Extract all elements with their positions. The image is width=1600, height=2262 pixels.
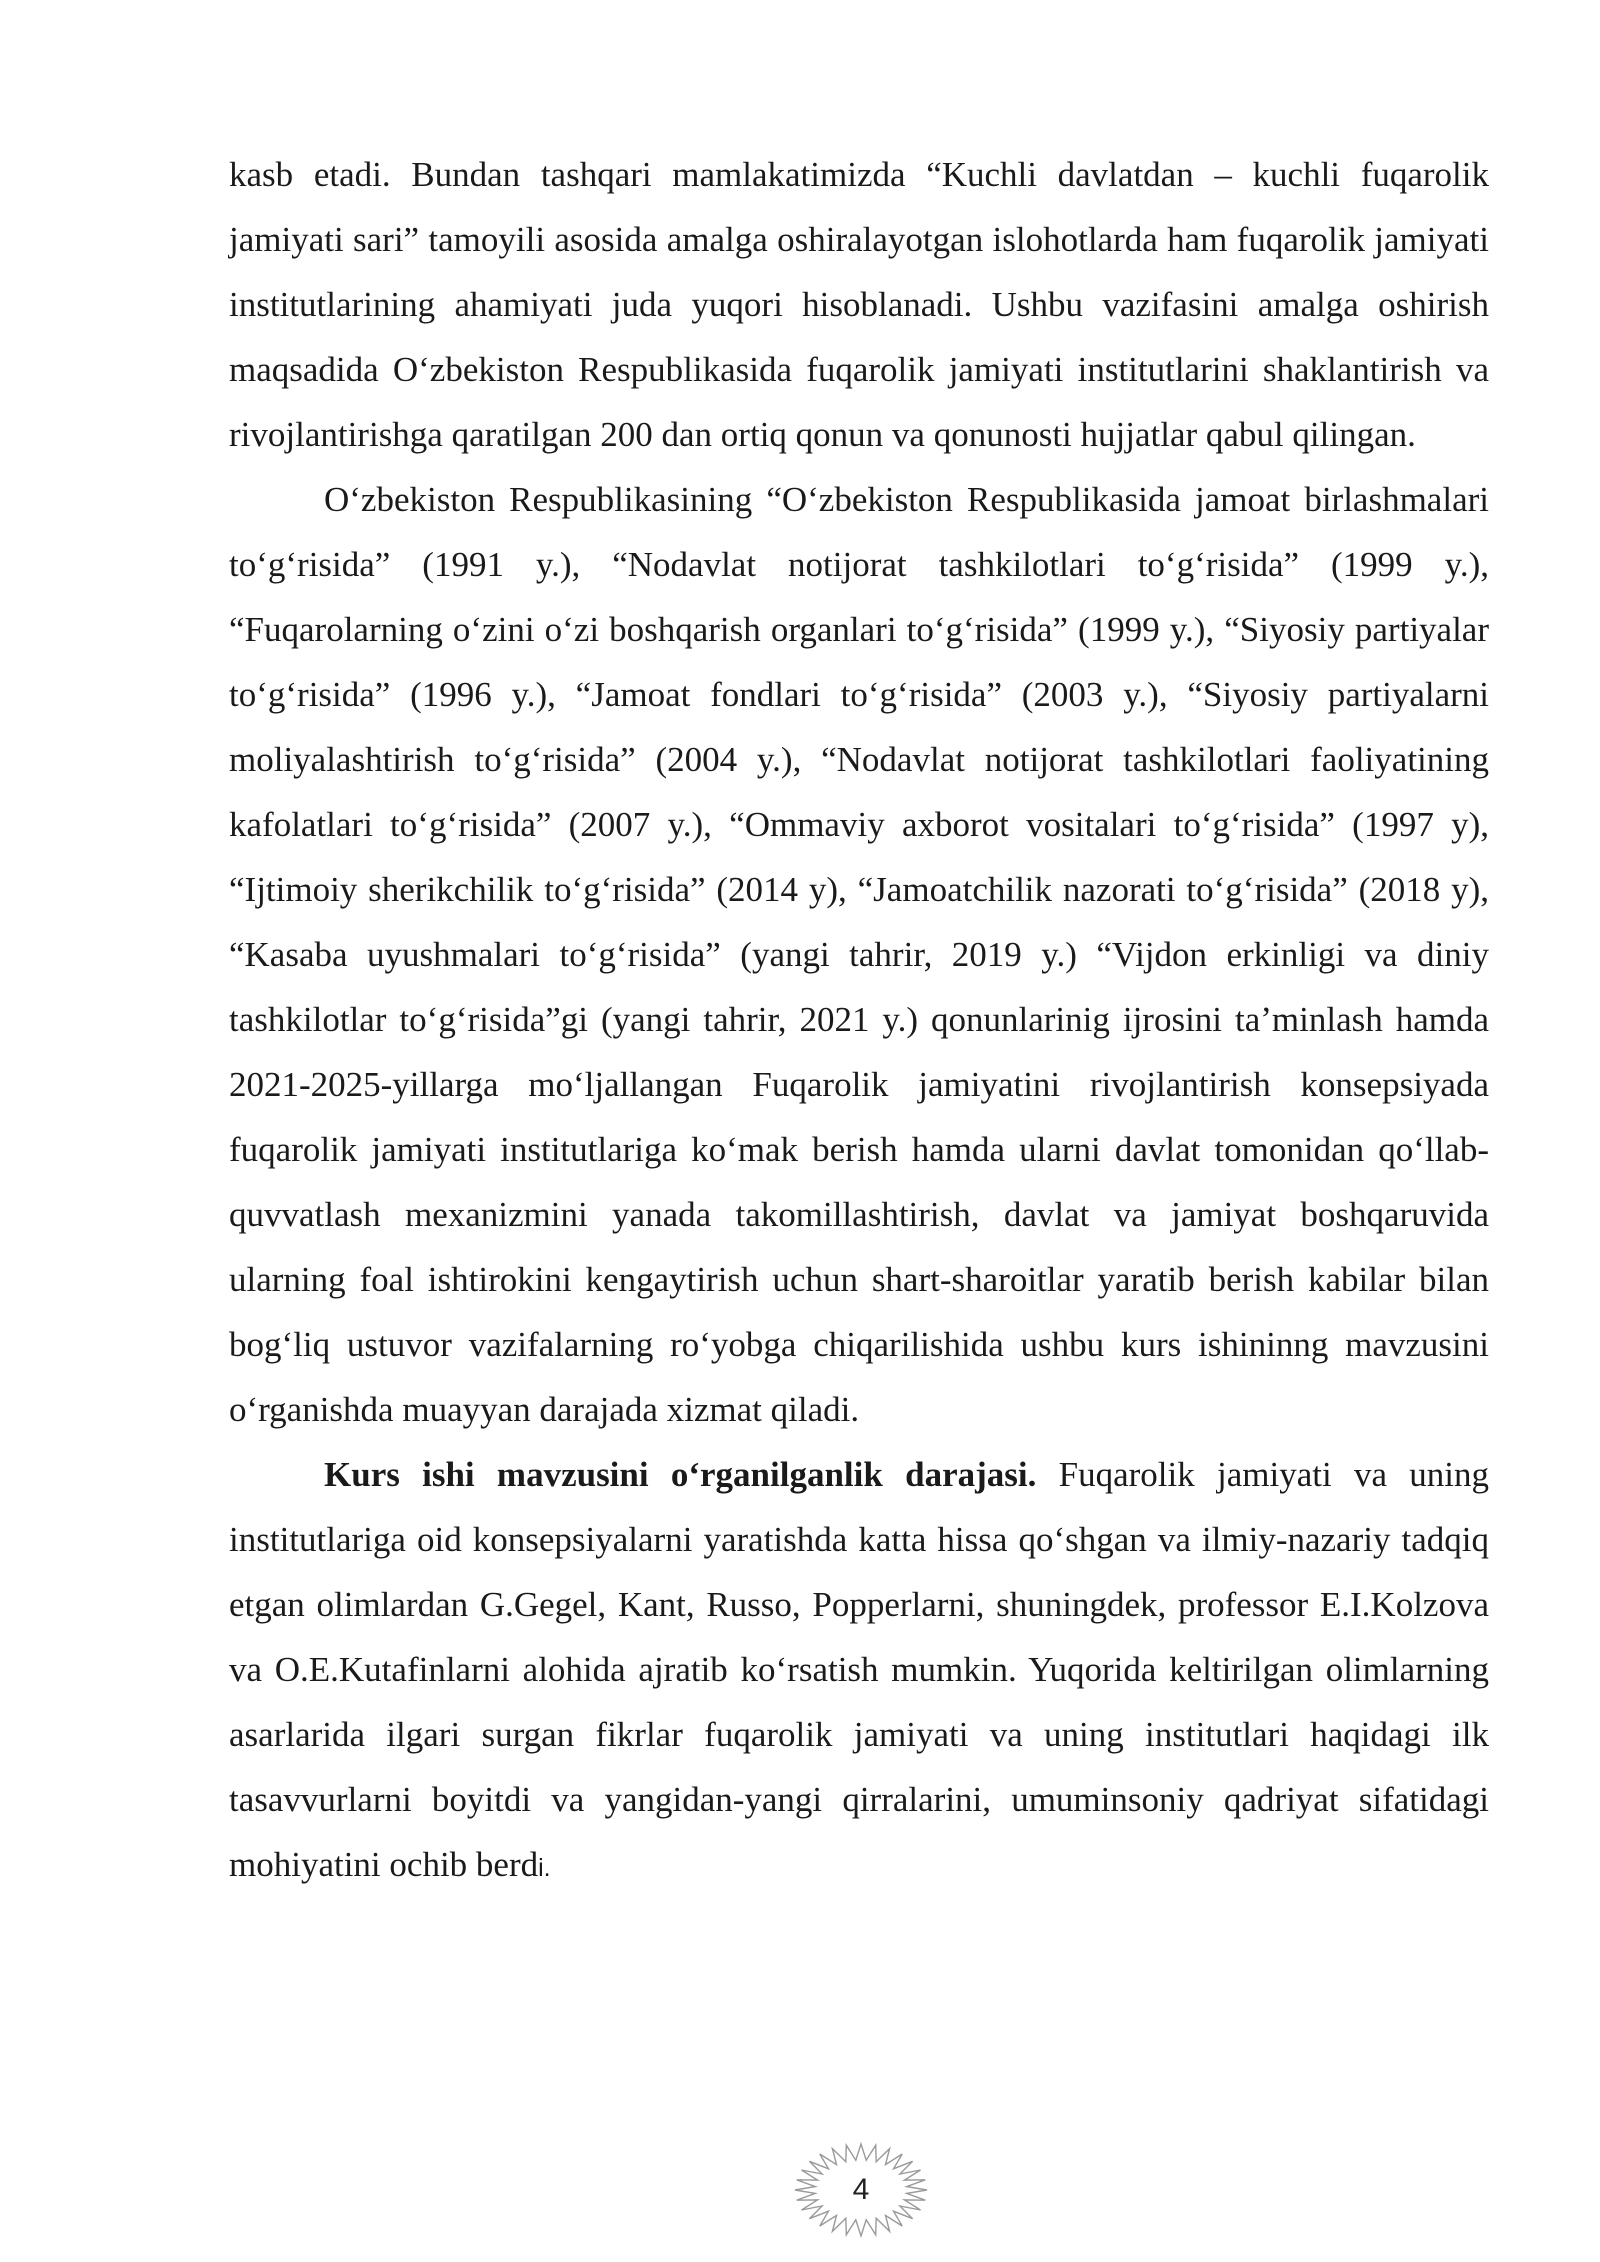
paragraph-3 — [229, 1442, 1489, 1901]
paragraph-1: kasb etadi. Bundan tashqari mamlakatimizda “Kuchli davlatdan – kuchli fuqarolik jamiyati sari” tamoyili asosida amalga oshiralayotgan islohotlarda ham fuqarolik jamiyati institutlarining ahamiyati juda yuqori hisoblanadi. Ushbu vazifasini amalga oshirish maqsadida Oʻzbekiston Respublikasida fuqarolik jamiyati institutlarini shaklantirish va rivojlantirishga qaratilgan 200 dan ortiq qonun va qonunosti hujjatlar qabul qilingan. — [229, 155, 1489, 454]
page-number-footer — [791, 2140, 931, 2240]
paragraph-3-tail: i. — [538, 1854, 551, 1882]
document-body — [229, 142, 1489, 1901]
paragraph-3-text: Fuqarolik jamiyati va uning institutlariga oid konsepsiyalarni yaratishda katta hissa qoʻshgan va ilmiy-nazariy tadqiq etgan olimlardan G.Gegel, Kant, Russo, Popperlarni, shuningdek, professor E.I.Kolzova va O.E.Kutafinlarni alohida ajratib koʻrsatish mumkin. Yuqorida keltirilgan olimlarning asarlarida ilgari surgan fikrlar fuqarolik jamiyati va uning institutlari haqidagi ilk tasavvurlarni boyitdi va yangidan-yangi qirralarini, umuminsoniy qadriyat sifatidagi mohiyatini ochib berd — [229, 1455, 1489, 1884]
paragraph-2: Oʻzbekiston Respublikasining “Oʻzbekiston Respublikasida jamoat birlashmalari toʻgʻrisida” (1991 y.), “Nodavlat notijorat tashkilotlari toʻgʻrisida” (1999 y.), “Fuqarolarning oʻzini oʻzi boshqarish organlari toʻgʻrisida” (1999 y.), “Siyosiy partiyalar toʻgʻrisida” (1996 y.), “Jamoat fondlari toʻgʻrisida” (2003 y.), “Siyosiy partiyalarni moliyalashtirish toʻgʻrisida” (2004 y.), “Nodavlat notijorat tashkilotlari faoliyatining kafolatlari toʻgʻrisida” (2007 y.), “Ommaviy axborot vositalari toʻgʻrisida” (1997 y), “Ijtimoiy sherikchilik toʻgʻrisida” (2014 y), “Jamoatchilik nazorati toʻgʻrisida” (2018 y), “Kasaba uyushmalari toʻgʻrisida” (yangi tahrir, 2019 y.) “Vijdon erkinligi va diniy tashkilotlar toʻgʻrisida”gi (yangi tahrir, 2021 y.) qonunlarinig ijrosini taʼminlash hamda 2021-2025-yillarga moʻljallangan Fuqarolik jamiyatini rivojlantirish konsepsiyada fuqarolik jamiyati institutlariga koʻmak berish hamda ularni davlat tomonidan qoʻllab-quvvatlash mexanizmini yanada takomillashtirish, davlat va jamiyat boshqaruvida ularning foal ishtirokini kengaytirish uchun shart-sharoitlar yaratib berish kabilar bilan bogʻliq ustuvor vazifalarning roʻyobga chiqarilishida ushbu kurs ishininng mavzusini oʻrganishda muayyan darajada xizmat qiladi. — [229, 480, 1489, 1429]
page-number: 4 — [852, 2173, 870, 2206]
section-heading-inline: Kurs ishi mavzusini oʻrganilganlik darajasi. — [324, 1455, 1037, 1494]
